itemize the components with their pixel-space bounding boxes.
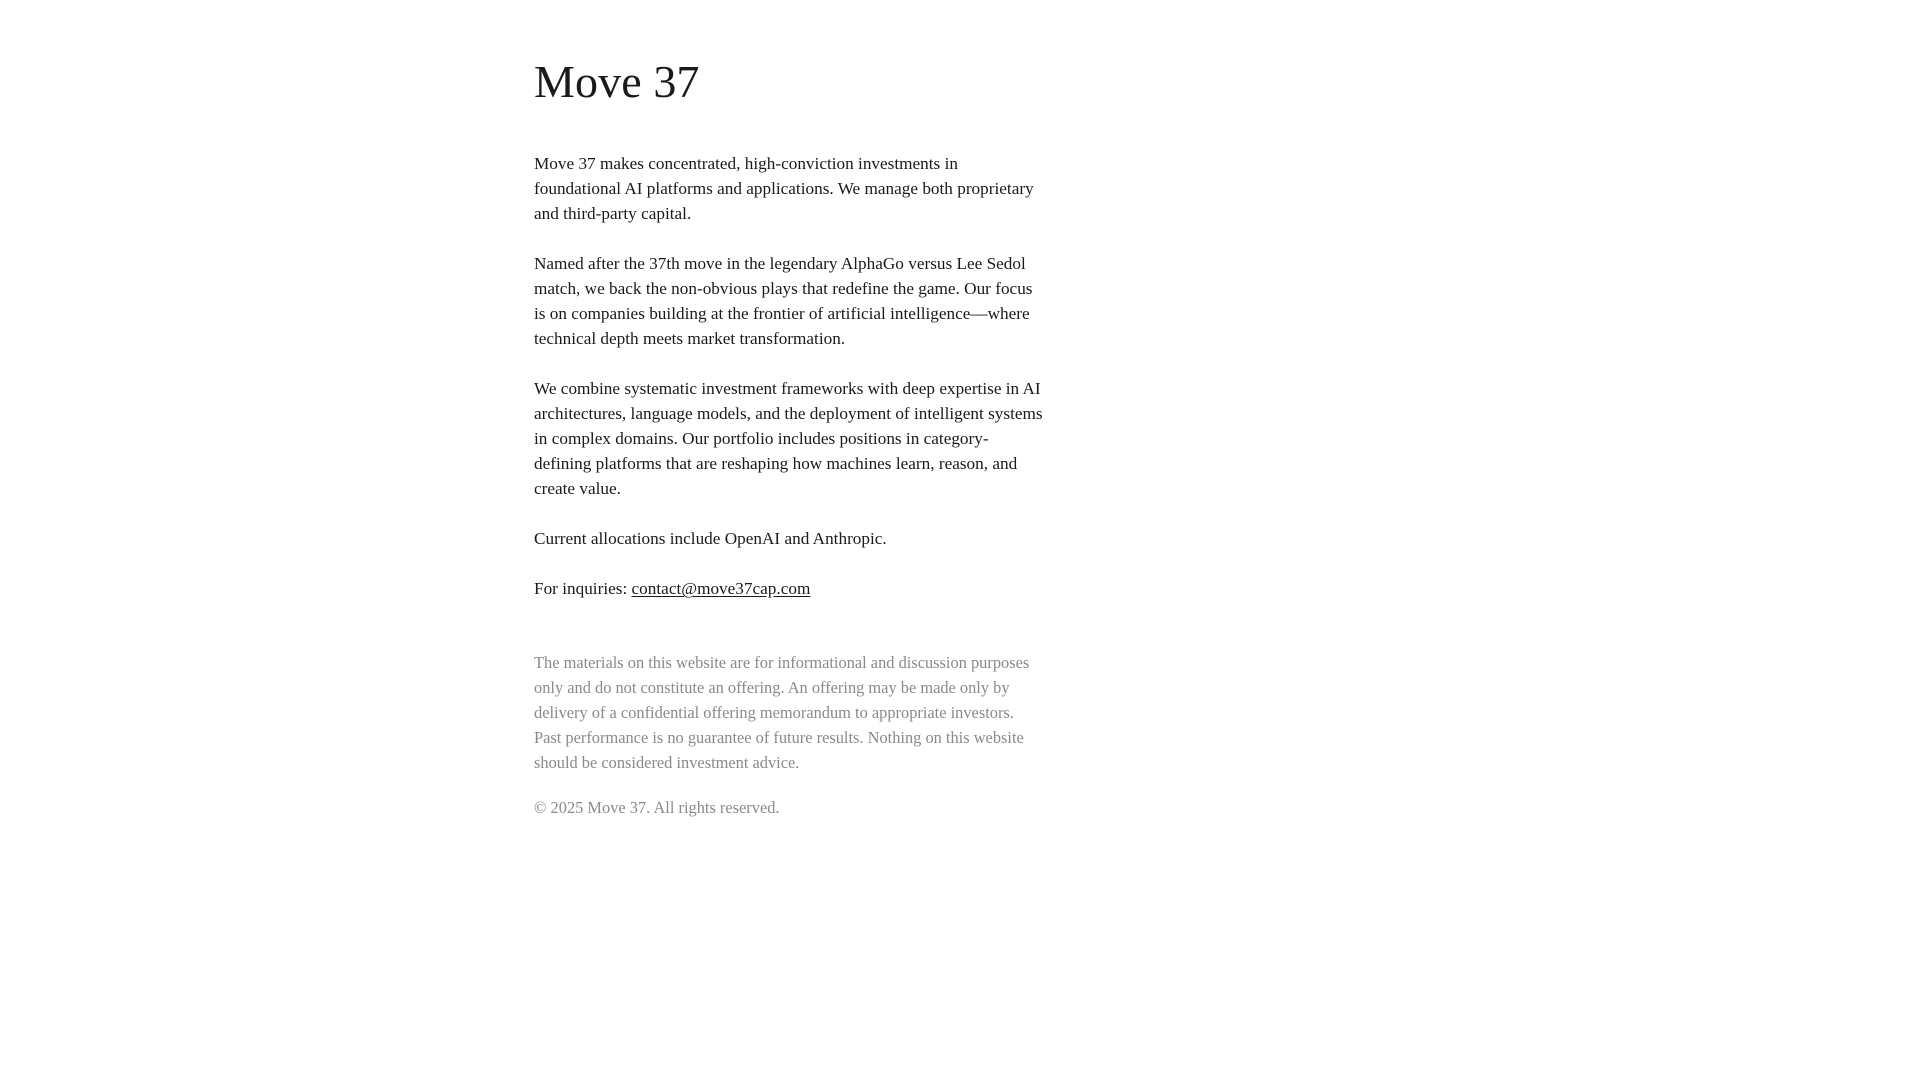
page-title: Move 37 xyxy=(534,56,700,107)
disclaimer-text: The materials on this website are for informational and discussion purposes only and do not constitute an offering. An offering may be made only by delivery of a confidential offering memorandum to appropriate investors. Past performance is no guarantee of future results. Nothing on this website should be considered investment advice. xyxy=(534,653,1030,773)
contact-email-link[interactable]: contact@move37cap.com xyxy=(631,579,811,599)
content-column xyxy=(534,0,1044,820)
contact-label: For inquiries: xyxy=(534,579,632,599)
footer-legal xyxy=(534,650,1044,820)
paragraph-namesake: Named after the 37th move in the legendary AlphaGo versus Lee Sedol match, we back the non-obvious plays that redefine the game. Our focus is on companies building at the frontier of artificial intelligence—where technical depth meets market transformation. xyxy=(534,254,1033,349)
body-content xyxy=(534,151,1044,601)
paragraph-approach: We combine systematic investment frameworks with deep expertise in AI architectures, language models, and the deployment of intelligent systems in complex domains. Our portfolio includes positions in category-defining platforms that are reshaping how machines learn, reason, and create value. xyxy=(534,379,1043,499)
paragraph-allocations: Current allocations include OpenAI and Anthropic. xyxy=(534,529,887,549)
contact-line xyxy=(534,576,1044,601)
paragraph-overview: Move 37 makes concentrated, high-conviction investments in foundational AI platforms and applications. We manage both proprietary and third-party capital. xyxy=(534,154,1034,224)
copyright-text: © 2025 Move 37. All rights reserved. xyxy=(534,798,780,818)
